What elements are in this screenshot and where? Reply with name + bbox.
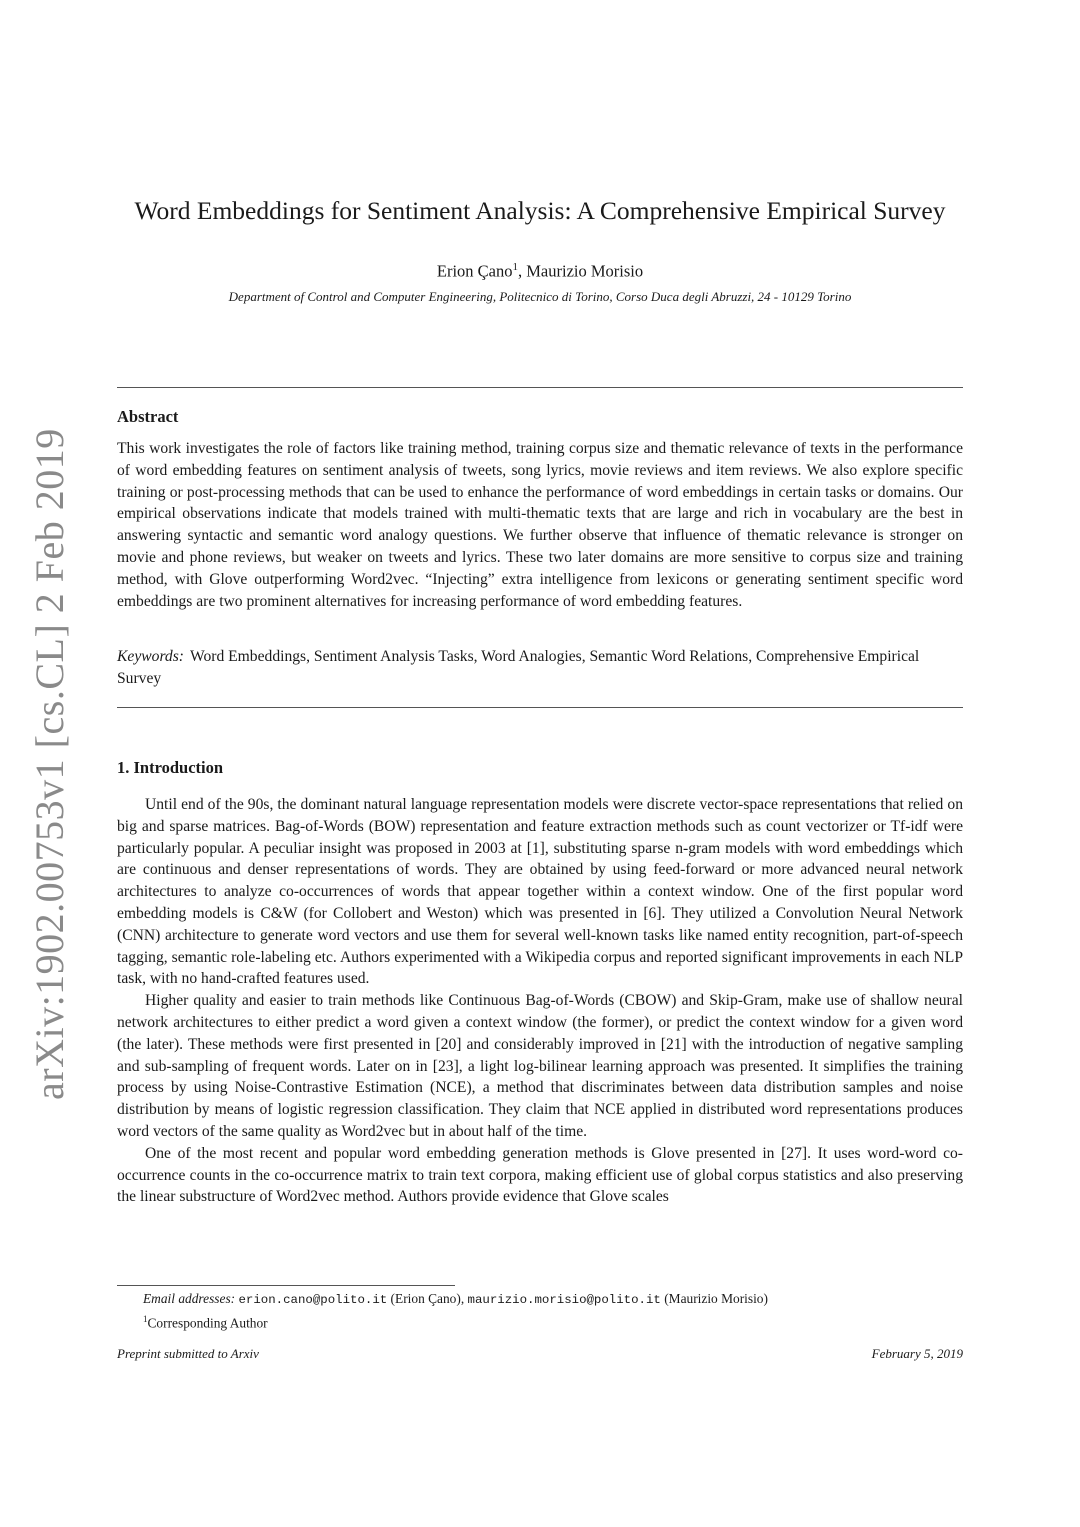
- author-separator: ,: [518, 261, 527, 281]
- footnote-rule: [117, 1285, 455, 1286]
- section-heading-introduction: 1. Introduction: [117, 758, 224, 777]
- abstract-bottom-rule: [117, 707, 963, 708]
- keywords-label: Keywords:: [117, 648, 184, 665]
- email-footnote: [117, 1290, 963, 1310]
- footer-preprint-note: Preprint submitted to Arxiv: [117, 1346, 259, 1361]
- arxiv-side-stamp: arXiv:1902.00753v1 [cs.CL] 2 Feb 2019: [27, 428, 72, 1100]
- paper-title: Word Embeddings for Sentiment Analysis: A Comprehensive Empirical Survey: [134, 196, 946, 225]
- email-owner: (Erion Çano),: [387, 1291, 468, 1306]
- footer-date: February 5, 2019: [871, 1346, 963, 1361]
- email-link[interactable]: erion.cano@polito.it: [238, 1293, 388, 1307]
- abstract-top-rule: [117, 387, 963, 388]
- footnote-mark: 1: [143, 1313, 148, 1324]
- keywords-list: Word Embeddings, Sentiment Analysis Tasks, Word Analogies, Semantic Word Relations, Comprehensive Empirical Survey: [117, 648, 920, 687]
- abstract-body: This work investigates the role of factors like training method, training corpus size and thematic relevance of texts in the performance of word embedding features on sentiment analysis of tweets, song lyrics, movie reviews and item reviews. We also explore specific training or post-processing methods that can be used to enhance the performance of word embeddings in certain tasks or domains. Our empirical observations indicate that models trained with multi-thematic texts that are large and rich in vocabulary are the best in answering syntactic and semantic word analogy questions. We further observe that influence of thematic relevance is stronger on movie and phone reviews, but weaker on tweets and lyrics. These two later domains are more sensitive to corpus size and training method, with Glove outperforming Word2vec. “Injecting” extra intelligence from lexicons or generating sentiment specific word embeddings are two prominent alternatives for increasing performance of word embedding features.: [117, 440, 963, 610]
- email-link[interactable]: maurizio.morisio@polito.it: [467, 1293, 661, 1307]
- author-name: Erion Çano: [436, 261, 513, 281]
- author-footnote-mark: 1: [512, 261, 518, 273]
- keywords: [117, 646, 963, 690]
- email-owner: (Maurizio Morisio): [660, 1291, 768, 1306]
- paragraph: Until end of the 90s, the dominant natural language representation models were discrete vector-space representations that relied on big and sparse matrices. Bag-of-Words (BOW) representation and feature extraction methods such as count vectorizer or Tf-idf were particularly popular. A peculiar insight was proposed in 2003 at [1], substituting sparse n-gram models with word embeddings which are continuous and denser representations of words. They are obtained by using feed-forward or more advanced neural network architectures to analyze co-occurrences of words that appear together within a context window. One of the first popular word embedding models is C&W (for Collobert and Weston) which was presented in [6]. They utilized a Convolution Neural Network (CNN) architecture to generate word vectors and use them for several well-known tasks like named entity recognition, part-of-speech tagging, semantic role-labeling etc. Authors experimented with a Wikipedia corpus and reported significant improvements in each NLP task, with no hand-crafted features used.: [117, 796, 963, 988]
- footnote-text: Corresponding Author: [147, 1314, 268, 1330]
- introduction-body: [117, 794, 963, 1208]
- corresponding-author-footnote: [117, 1310, 963, 1333]
- footnotes: [117, 1290, 963, 1332]
- paragraph: Higher quality and easier to train methods like Continuous Bag-of-Words (CBOW) and Skip-Gram, make use of shallow neural network architectures to either predict a word given a context window (the former), or predict the context window for a given word (the later). These methods were first presented in [20] and considerably improved in [21] with the introduction of negative sampling and sub-sampling of frequent words. Later on in [23], a light log-bilinear learning approach was presented. It simplifies the training process by using Noise-Contrastive Estimation (NCE), a method that discriminates between data distribution samples and noise distribution by means of logistic regression classification. They claim that NCE applied in distributed word representations produces word vectors of the same quality as Word2vec but in about half of the time.: [117, 992, 963, 1140]
- abstract-heading: Abstract: [117, 407, 179, 426]
- author-list: [100, 254, 980, 285]
- author-name: Maurizio Morisio: [526, 261, 644, 281]
- author-affiliation: Department of Control and Computer Engineering, Politecnico di Torino, Corso Duca degli Abruzzi, 24 - 10129 Torino: [228, 289, 852, 304]
- paragraph: One of the most recent and popular word embedding generation methods is Glove presented in [27]. It uses word-word co-occurrence counts in the co-occurrence matrix to train text corpora, making efficient use of global corpus statistics and also preserving the linear substructure of Word2vec method. Authors provide evidence that Glove scales: [117, 1144, 963, 1206]
- email-label: Email addresses:: [143, 1291, 236, 1306]
